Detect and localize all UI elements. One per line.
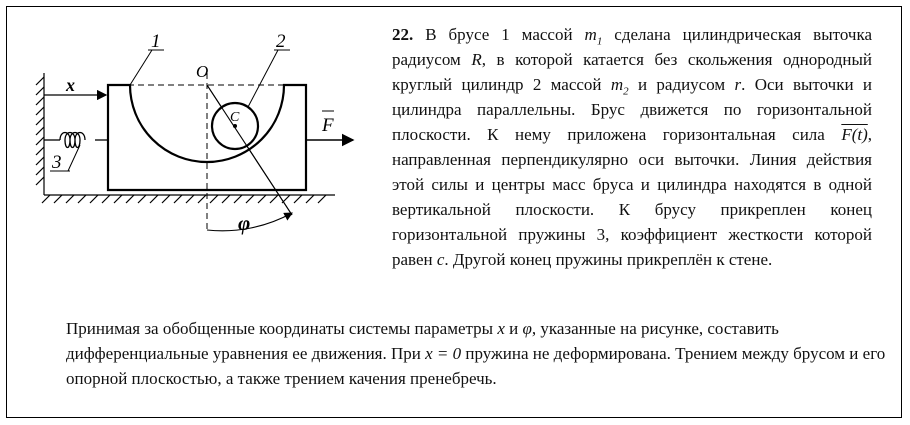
task-statement: Принимая за обобщенные координаты системы параметры x и φ, указанные на рисунке, составить дифференциальные уравнения ее движения. При x = 0 пружина не деформирована. Трением между брусом и его опорной плоскостью, а также трением качения пренебречь.	[66, 319, 886, 388]
problem-number: 22.	[392, 25, 414, 44]
label-2: 2	[276, 31, 286, 52]
spring-3	[44, 133, 108, 148]
leader-1	[130, 50, 152, 85]
label-x: x	[66, 75, 75, 95]
leader-3	[68, 145, 80, 171]
wall	[36, 73, 44, 195]
label-o: O	[196, 62, 209, 81]
problem-statement: 22. В брусе 1 массой $m_1$ сделана цилиндрическая выточка радиусом R, в которой катается без скольжения однородный круглый цилиндр 2 массой $m_2$ и радиусом r. Оси выточки и цилиндра параллельны. Брус движется по горизонтальной плоскости. К нему приложена горизонтальная сила F(t), направленная перпендикулярно оси выточки. Линия действия этой силы и центры масс бруса и цилиндра находятся в одной вертикальной плоскости. К брусу прикреплен конец горизонтальной пружины 3, коэффициент жесткости которой равен c. Другой конец пружины прикреплён к стене.	[392, 25, 873, 269]
label-f: F	[322, 115, 334, 136]
mechanism-figure	[30, 25, 380, 265]
label-1: 1	[151, 31, 161, 52]
label-c: C	[230, 110, 240, 125]
floor	[42, 195, 335, 203]
label-phi: φ	[238, 211, 251, 235]
force-symbol: F(t)	[841, 125, 868, 144]
label-3: 3	[52, 152, 62, 173]
leader-2	[248, 50, 278, 107]
